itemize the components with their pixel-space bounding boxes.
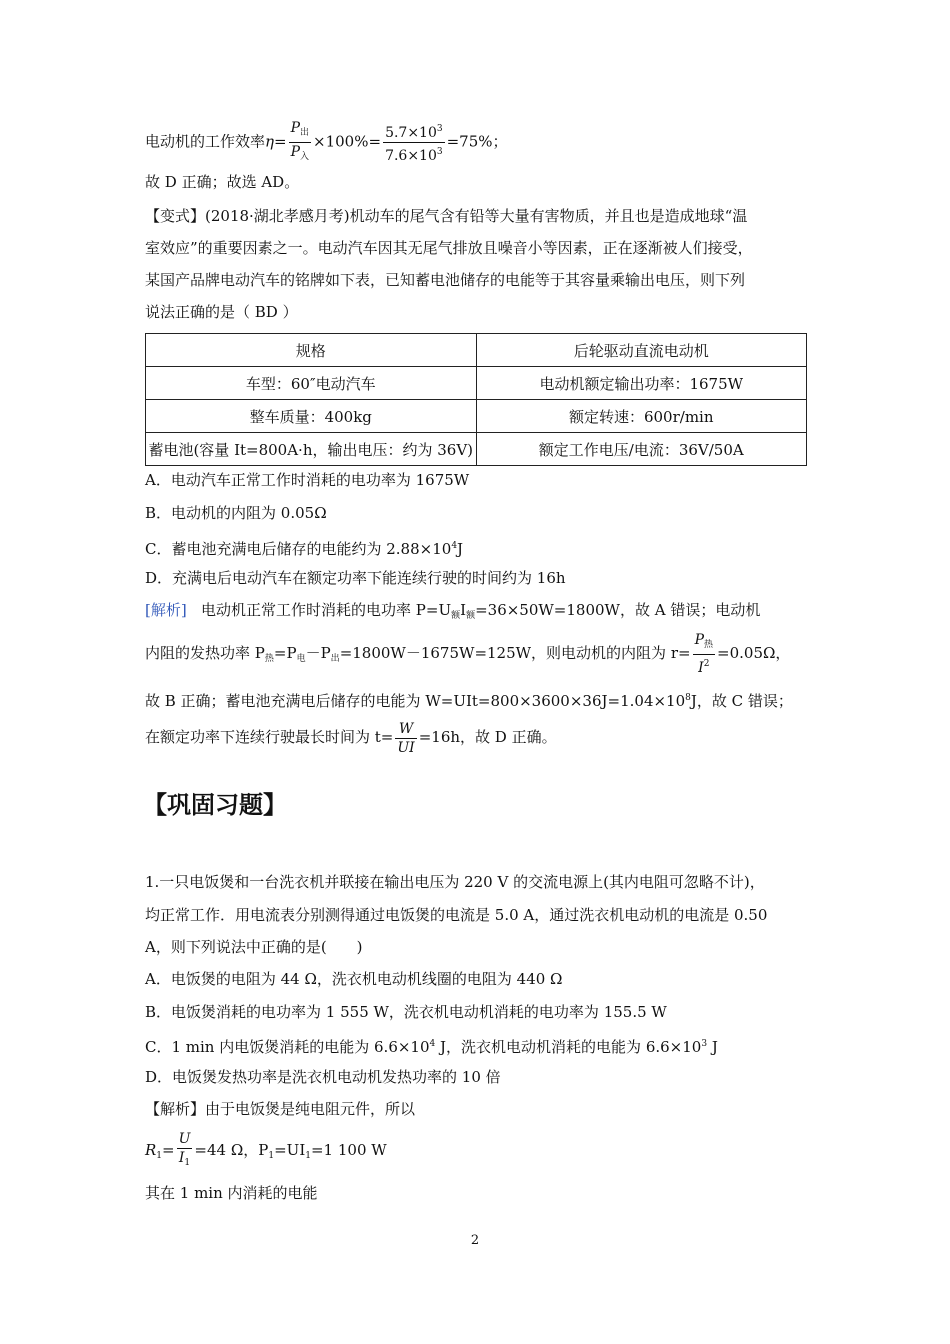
option-b: B．电动机的内阻为 0.05Ω [145, 504, 327, 522]
question-1-line-3: A，则下列说法中正确的是( ) [145, 938, 363, 956]
table-cell: 额定工作电压/电流：36V/50A [476, 433, 807, 466]
table-cell: 额定转速：600r/min [476, 400, 807, 433]
option-a: A．电动汽车正常工作时消耗的电功率为 1675W [145, 471, 470, 489]
q1-equation: $R_1=$ $\frac{U}{I_1}$ =44 Ω，$P_1=UI_1=1$ 100 W [145, 1128, 387, 1178]
spec-table [145, 333, 807, 466]
fraction-time: $\frac{W}{UI}$ [397, 720, 415, 756]
text: 电动机的工作效率 [145, 132, 266, 151]
option-c: C．蓄电池充满电后储存的电能约为 $2.88\times 10^4J$ [145, 540, 464, 558]
d-correct-line: 故 D 正确；故选 AD。 [145, 173, 300, 191]
analysis-tag: 【解析】 [145, 1100, 206, 1118]
q1-last-line: 其在 1 min 内消耗的电能 [145, 1184, 318, 1202]
q1-option-d: D．电饭煲发热功率是洗衣机电动机发热功率的 10 倍 [145, 1068, 501, 1086]
table-cell: 蓄电池(容量 It=800A·h，输出电压：约为 36V) [146, 433, 477, 466]
variant-line-2: 室效应”的重要因素之一。电动汽车因其无尾气排放且噪音小等因素，正在逐渐被人们接受， [145, 239, 753, 257]
table-row [146, 334, 807, 367]
fraction-resistance: $\frac{P_热}{I^2}$ [694, 632, 714, 676]
text: =75%； [446, 132, 508, 151]
table-cell: 整车质量：400kg [146, 400, 477, 433]
q1-option-a: A．电饭煲的电阻为 44 Ω，洗衣机电动机线圈的电阻为 440 Ω [145, 970, 563, 988]
table-row [146, 367, 807, 400]
table-cell: 电动机额定输出功率：1675W [476, 367, 807, 400]
table-row [146, 433, 807, 466]
variant-line-4: 说法正确的是（ BD ） [145, 303, 298, 321]
table-header-cell: 后轮驱动直流电动机 [476, 334, 807, 367]
option-d: D．充满电后电动汽车在额定功率下能连续行驶的时间约为 16h [145, 569, 566, 587]
text: = [274, 132, 287, 151]
q1-option-c: C．1 min 内电饭煲消耗的电能为 $6.6\times 10^4$ J，洗衣机电动机消耗的电能为 $6.6\times 10^3$ J [145, 1038, 718, 1056]
page-number: 2 [470, 1233, 480, 1248]
analysis-tag: [解析] [145, 601, 187, 619]
fraction-resistance-q1: $\frac{U}{I_1}$ [178, 1131, 191, 1168]
variant-line-1: 【变式】(2018·湖北孝感月考)机动车的尾气含有铅等大量有害物质，并且也是造成地球“温 [145, 207, 748, 225]
variant-line-3: 某国产品牌电动汽车的铭牌如下表，已知蓄电池储存的电能等于其容量乘输出电压，则下列 [145, 271, 746, 289]
analysis-line-1: [解析] 电动机正常工作时消耗的电功率 $P=U_额I_额=36\times 50W=1800W$，故 A 错误；电动机 [145, 601, 761, 621]
table-cell: 车型：60″电动汽车 [146, 367, 477, 400]
fraction-power-ratio: $\frac{P_出}{P_入}$ [290, 120, 310, 162]
text: ×100%= [313, 132, 382, 151]
table-row [146, 400, 807, 433]
question-1-line-2: 均正常工作．用电流表分别测得通过电饭煲的电流是 5.0 A，通过洗衣机电动机的电流是 0.50 [145, 906, 768, 924]
efficiency-formula [145, 120, 508, 165]
q1-option-b: B．电饭煲消耗的电功率为 1 555 W，洗衣机电动机消耗的电功率为 155.5 W [145, 1003, 667, 1021]
analysis-line-3: 故 B 正确；蓄电池充满电后储存的电能为 $W=UIt=800\times 3600\times 36J=1.04\times 10^8J$，故 C 错误； [145, 692, 793, 710]
fraction-values: $\frac{5.7\times 10^3}{7.6\times 10^3}$ [383, 121, 445, 164]
eta-symbol: η [265, 132, 275, 151]
table-header-cell: 规格 [146, 334, 477, 367]
question-1-line-1: 1.一只电饭煲和一台洗衣机并联接在输出电压为 220 V 的交流电源上(其内电阻可忽略不计)， [145, 873, 765, 891]
q1-analysis: 【解析】由于电饭煲是纯电阻元件，所以 [145, 1100, 416, 1118]
section-heading: 【巩固习题】 [143, 791, 287, 819]
analysis-line-2: 内阻的发热功率 $P_热=P_电-P_出=1800W-1675W=125W$，则电动机的内阻为 r= $\frac{P_热}{I^2}$ =0.05Ω， [145, 632, 791, 676]
analysis-line-4: 在额定功率下连续行驶最长时间为 t= $\frac{W}{UI}$ =16h，故 D 正确。 [145, 720, 557, 756]
